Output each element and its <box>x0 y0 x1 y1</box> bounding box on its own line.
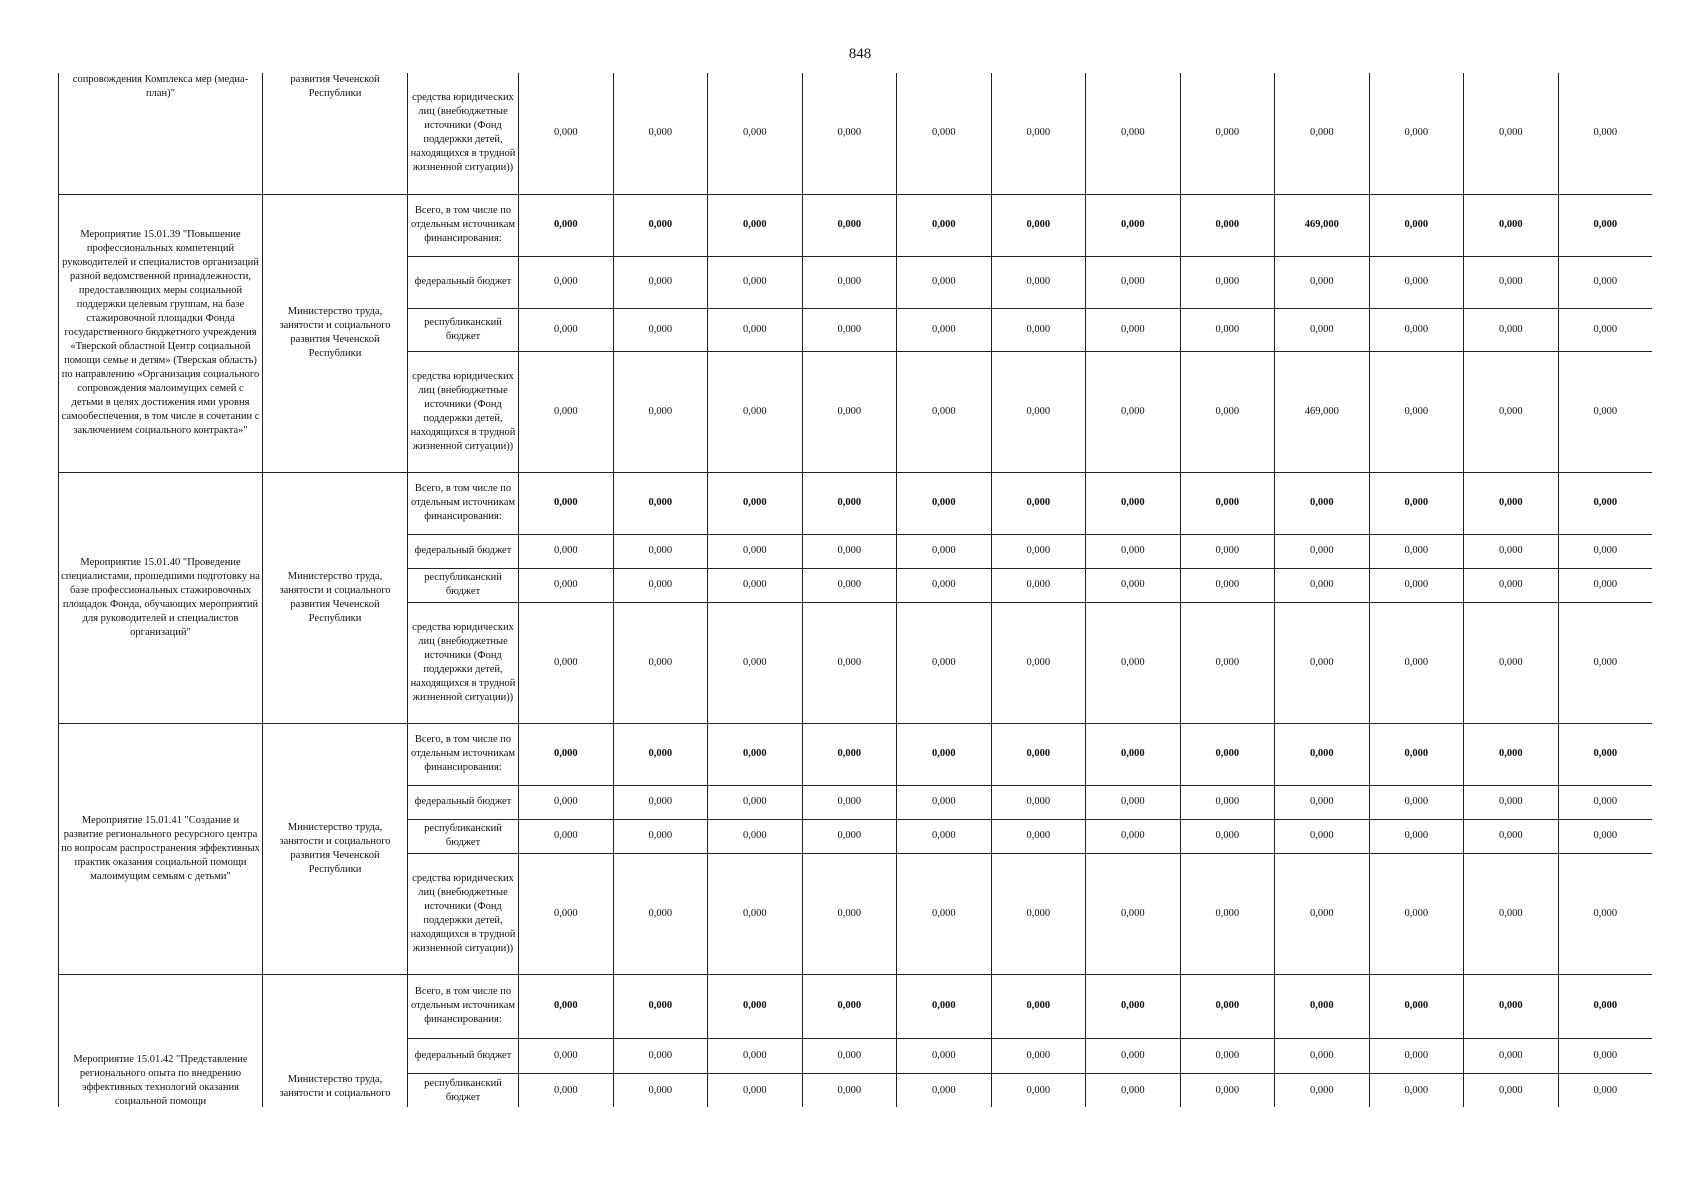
value-cell: 0,000 <box>1558 256 1652 308</box>
value-cell: 0,000 <box>991 853 1086 974</box>
value-cell: 0,000 <box>1086 308 1181 351</box>
value-cell: 0,000 <box>1464 723 1559 785</box>
funding-source-cell: федеральный бюджет <box>408 256 519 308</box>
value-cell: 0,000 <box>1180 1038 1275 1073</box>
value-cell: 0,000 <box>613 534 708 568</box>
value-cell: 0,000 <box>991 1038 1086 1073</box>
value-cell: 0,000 <box>1086 723 1181 785</box>
value-cell: 0,000 <box>1086 819 1181 853</box>
funding-source-cell: федеральный бюджет <box>408 785 519 819</box>
funding-source-cell: средства юридических лиц (внебюджетные источники (Фонд поддержки детей, находящихся в трудной жизненной ситуации)) <box>408 853 519 974</box>
value-cell: 0,000 <box>991 819 1086 853</box>
value-cell: 0,000 <box>897 472 992 534</box>
value-cell: 0,000 <box>1086 785 1181 819</box>
value-cell: 0,000 <box>1558 1074 1652 1107</box>
value-cell: 0,000 <box>1369 568 1464 602</box>
value-cell: 0,000 <box>1275 73 1370 194</box>
value-cell: 0,000 <box>802 723 897 785</box>
value-cell: 0,000 <box>519 534 614 568</box>
value-cell: 0,000 <box>708 974 803 1038</box>
funding-source-cell: республиканский бюджет <box>408 819 519 853</box>
value-cell: 0,000 <box>613 256 708 308</box>
value-cell: 0,000 <box>1086 1038 1181 1073</box>
value-cell: 0,000 <box>613 785 708 819</box>
value-cell: 0,000 <box>708 256 803 308</box>
value-cell: 0,000 <box>1558 351 1652 472</box>
value-cell: 0,000 <box>897 534 992 568</box>
value-cell: 0,000 <box>991 723 1086 785</box>
value-cell: 0,000 <box>1086 351 1181 472</box>
value-cell: 0,000 <box>519 1074 614 1107</box>
value-cell: 0,000 <box>1369 308 1464 351</box>
table-row <box>59 73 1653 194</box>
value-cell: 0,000 <box>1180 73 1275 194</box>
value-cell: 0,000 <box>1180 785 1275 819</box>
value-cell: 0,000 <box>897 974 992 1038</box>
value-cell: 0,000 <box>802 534 897 568</box>
value-cell: 0,000 <box>1086 602 1181 723</box>
table-row <box>59 194 1653 256</box>
value-cell: 0,000 <box>897 256 992 308</box>
value-cell: 0,000 <box>897 1038 992 1073</box>
value-cell: 0,000 <box>991 785 1086 819</box>
value-cell: 0,000 <box>708 194 803 256</box>
value-cell: 0,000 <box>1369 256 1464 308</box>
value-cell: 0,000 <box>708 73 803 194</box>
measure-description: Мероприятие 15.01.40 "Проведение специалистами, прошедшими подготовку на базе профессиональных стажировочных площадок Фонда, обучающих мероприятий для руководителей и специалистов организаций" <box>59 472 263 723</box>
value-cell: 0,000 <box>1369 1074 1464 1107</box>
measure-description: сопровождения Комплекса мер (медиа-план)" <box>59 73 263 194</box>
value-cell: 0,000 <box>1180 819 1275 853</box>
value-cell: 0,000 <box>519 853 614 974</box>
funding-source-cell: республиканский бюджет <box>408 1074 519 1107</box>
value-cell: 0,000 <box>991 534 1086 568</box>
value-cell: 0,000 <box>897 819 992 853</box>
value-cell: 0,000 <box>519 73 614 194</box>
funding-source-cell: средства юридических лиц (внебюджетные источники (Фонд поддержки детей, находящихся в трудной жизненной ситуации)) <box>408 73 519 194</box>
measure-description: Мероприятие 15.01.42 "Представление регионального опыта по внедрению эффективных технологий оказания социальной помощи <box>59 974 263 1107</box>
value-cell: 0,000 <box>1464 308 1559 351</box>
budget-table-container <box>58 73 1652 1107</box>
value-cell: 0,000 <box>1180 568 1275 602</box>
value-cell: 0,000 <box>519 351 614 472</box>
value-cell: 0,000 <box>613 351 708 472</box>
value-cell: 0,000 <box>613 472 708 534</box>
value-cell: 0,000 <box>1464 568 1559 602</box>
value-cell: 0,000 <box>1558 853 1652 974</box>
value-cell: 0,000 <box>1180 602 1275 723</box>
value-cell: 0,000 <box>1369 351 1464 472</box>
value-cell: 0,000 <box>1464 73 1559 194</box>
value-cell: 0,000 <box>1464 853 1559 974</box>
value-cell: 0,000 <box>708 819 803 853</box>
value-cell: 0,000 <box>1464 472 1559 534</box>
value-cell: 0,000 <box>802 785 897 819</box>
value-cell: 0,000 <box>613 1074 708 1107</box>
value-cell: 0,000 <box>1180 472 1275 534</box>
value-cell: 0,000 <box>1180 308 1275 351</box>
value-cell: 0,000 <box>1275 308 1370 351</box>
value-cell: 0,000 <box>1558 308 1652 351</box>
value-cell: 0,000 <box>897 602 992 723</box>
value-cell: 0,000 <box>519 472 614 534</box>
value-cell: 0,000 <box>991 602 1086 723</box>
value-cell: 0,000 <box>897 785 992 819</box>
value-cell: 0,000 <box>1369 602 1464 723</box>
value-cell: 0,000 <box>802 256 897 308</box>
value-cell: 0,000 <box>1086 73 1181 194</box>
value-cell: 0,000 <box>1086 974 1181 1038</box>
value-cell: 0,000 <box>1275 723 1370 785</box>
value-cell: 0,000 <box>1086 853 1181 974</box>
value-cell: 0,000 <box>1464 602 1559 723</box>
value-cell: 0,000 <box>1369 1038 1464 1073</box>
value-cell: 0,000 <box>708 723 803 785</box>
value-cell: 0,000 <box>613 1038 708 1073</box>
value-cell: 0,000 <box>519 1038 614 1073</box>
value-cell: 0,000 <box>1369 723 1464 785</box>
value-cell: 0,000 <box>613 194 708 256</box>
value-cell: 0,000 <box>1558 819 1652 853</box>
value-cell: 0,000 <box>1086 194 1181 256</box>
funding-source-cell: Всего, в том числе по отдельным источникам финансирования: <box>408 723 519 785</box>
value-cell: 0,000 <box>991 1074 1086 1107</box>
value-cell: 0,000 <box>1275 534 1370 568</box>
value-cell: 0,000 <box>613 602 708 723</box>
value-cell: 0,000 <box>1275 819 1370 853</box>
value-cell: 0,000 <box>897 351 992 472</box>
value-cell: 0,000 <box>1180 351 1275 472</box>
value-cell: 0,000 <box>991 974 1086 1038</box>
funding-source-cell: федеральный бюджет <box>408 1038 519 1073</box>
value-cell: 0,000 <box>708 1038 803 1073</box>
value-cell: 0,000 <box>1558 974 1652 1038</box>
value-cell: 0,000 <box>897 723 992 785</box>
funding-source-cell: Всего, в том числе по отдельным источникам финансирования: <box>408 974 519 1038</box>
value-cell: 0,000 <box>1558 785 1652 819</box>
measure-description: Мероприятие 15.01.39 "Повышение профессиональных компетенций руководителей и специалистов организаций разной ведомственной принадлежности, предоставляющих меры социальной поддержки целевым группам, на базе стажировочной площадки Фонда государственного бюджетного учреждения «Тверской областной Центр социальной помощи семье и детям» (Тверская область) по направлению «Организация социального сопровождения малоимущих семей с детьми в целях достижения ими уровня самообеспечения, в том числе в сочетании с заключением социального контракта»" <box>59 194 263 472</box>
executor-cell: Министерство труда, занятости и социального развития Чеченской Республики <box>263 723 408 974</box>
value-cell: 0,000 <box>802 308 897 351</box>
value-cell: 0,000 <box>519 974 614 1038</box>
value-cell: 0,000 <box>802 853 897 974</box>
value-cell: 0,000 <box>802 1038 897 1073</box>
value-cell: 0,000 <box>991 194 1086 256</box>
budget-table-body <box>59 73 1653 1107</box>
value-cell: 0,000 <box>1369 472 1464 534</box>
value-cell: 0,000 <box>1369 534 1464 568</box>
value-cell: 0,000 <box>708 472 803 534</box>
value-cell: 0,000 <box>708 308 803 351</box>
value-cell: 0,000 <box>1369 785 1464 819</box>
value-cell: 0,000 <box>1180 723 1275 785</box>
page-number: 848 <box>848 46 872 62</box>
value-cell: 0,000 <box>1558 73 1652 194</box>
value-cell: 0,000 <box>1180 853 1275 974</box>
value-cell: 0,000 <box>897 194 992 256</box>
value-cell: 0,000 <box>991 256 1086 308</box>
value-cell: 0,000 <box>802 1074 897 1107</box>
value-cell: 0,000 <box>1086 534 1181 568</box>
value-cell: 0,000 <box>1464 256 1559 308</box>
value-cell: 0,000 <box>802 819 897 853</box>
funding-source-cell: Всего, в том числе по отдельным источникам финансирования: <box>408 472 519 534</box>
value-cell: 0,000 <box>519 819 614 853</box>
value-cell: 0,000 <box>1275 472 1370 534</box>
value-cell: 0,000 <box>1464 819 1559 853</box>
table-row <box>59 723 1653 785</box>
value-cell: 0,000 <box>1558 534 1652 568</box>
value-cell: 0,000 <box>1275 256 1370 308</box>
value-cell: 0,000 <box>1558 602 1652 723</box>
value-cell: 0,000 <box>1558 723 1652 785</box>
value-cell: 0,000 <box>708 602 803 723</box>
value-cell: 0,000 <box>613 723 708 785</box>
value-cell: 0,000 <box>897 568 992 602</box>
funding-source-cell: федеральный бюджет <box>408 534 519 568</box>
funding-source-cell: Всего, в том числе по отдельным источникам финансирования: <box>408 194 519 256</box>
value-cell: 0,000 <box>1275 974 1370 1038</box>
value-cell: 0,000 <box>613 568 708 602</box>
value-cell: 0,000 <box>802 73 897 194</box>
value-cell: 0,000 <box>1558 194 1652 256</box>
value-cell: 0,000 <box>613 308 708 351</box>
value-cell: 0,000 <box>1180 256 1275 308</box>
value-cell: 0,000 <box>1558 472 1652 534</box>
value-cell: 0,000 <box>613 819 708 853</box>
funding-source-cell: средства юридических лиц (внебюджетные источники (Фонд поддержки детей, находящихся в трудной жизненной ситуации)) <box>408 602 519 723</box>
value-cell: 0,000 <box>708 1074 803 1107</box>
value-cell: 0,000 <box>613 73 708 194</box>
value-cell: 0,000 <box>897 1074 992 1107</box>
table-row <box>59 974 1653 1038</box>
value-cell: 0,000 <box>519 194 614 256</box>
value-cell: 0,000 <box>1558 1038 1652 1073</box>
value-cell: 0,000 <box>991 73 1086 194</box>
value-cell: 0,000 <box>1180 974 1275 1038</box>
value-cell: 0,000 <box>1275 785 1370 819</box>
value-cell: 0,000 <box>1180 534 1275 568</box>
value-cell: 0,000 <box>991 568 1086 602</box>
value-cell: 0,000 <box>708 534 803 568</box>
value-cell: 0,000 <box>708 853 803 974</box>
value-cell: 0,000 <box>1086 1074 1181 1107</box>
value-cell: 0,000 <box>1086 568 1181 602</box>
value-cell: 0,000 <box>1180 194 1275 256</box>
measure-description: Мероприятие 15.01.41 "Создание и развитие регионального ресурсного центра по вопросам распространения эффективных практик оказания социальной помощи малоимущим семьям с детьми" <box>59 723 263 974</box>
value-cell: 0,000 <box>708 351 803 472</box>
funding-source-cell: республиканский бюджет <box>408 308 519 351</box>
value-cell: 0,000 <box>1369 194 1464 256</box>
value-cell: 0,000 <box>991 472 1086 534</box>
value-cell: 0,000 <box>1369 853 1464 974</box>
executor-cell: развития Чеченской Республики <box>263 73 408 194</box>
value-cell: 0,000 <box>1275 1038 1370 1073</box>
value-cell: 0,000 <box>897 853 992 974</box>
value-cell: 0,000 <box>1464 1038 1559 1073</box>
value-cell: 0,000 <box>519 602 614 723</box>
value-cell: 0,000 <box>1086 256 1181 308</box>
value-cell: 0,000 <box>1369 974 1464 1038</box>
value-cell: 0,000 <box>802 194 897 256</box>
value-cell: 0,000 <box>1464 194 1559 256</box>
value-cell: 0,000 <box>991 308 1086 351</box>
value-cell: 0,000 <box>1464 534 1559 568</box>
value-cell: 0,000 <box>613 853 708 974</box>
value-cell: 0,000 <box>1275 602 1370 723</box>
value-cell: 0,000 <box>613 974 708 1038</box>
value-cell: 0,000 <box>802 602 897 723</box>
value-cell: 0,000 <box>1369 73 1464 194</box>
value-cell: 0,000 <box>519 308 614 351</box>
value-cell: 0,000 <box>1464 1074 1559 1107</box>
value-cell: 0,000 <box>1275 853 1370 974</box>
value-cell: 0,000 <box>708 785 803 819</box>
value-cell: 0,000 <box>802 472 897 534</box>
value-cell: 0,000 <box>708 568 803 602</box>
executor-cell: Министерство труда, занятости и социального развития Чеченской Республики <box>263 194 408 472</box>
value-cell: 0,000 <box>519 256 614 308</box>
value-cell: 0,000 <box>897 73 992 194</box>
funding-source-cell: средства юридических лиц (внебюджетные источники (Фонд поддержки детей, находящихся в трудной жизненной ситуации)) <box>408 351 519 472</box>
value-cell: 0,000 <box>1558 568 1652 602</box>
value-cell: 0,000 <box>519 723 614 785</box>
value-cell: 0,000 <box>1275 568 1370 602</box>
funding-source-cell: республиканский бюджет <box>408 568 519 602</box>
value-cell: 0,000 <box>519 568 614 602</box>
value-cell: 469,000 <box>1275 194 1370 256</box>
budget-table <box>58 73 1652 1107</box>
value-cell: 0,000 <box>1275 1074 1370 1107</box>
executor-cell: Министерство труда, занятости и социального развития Чеченской Республики <box>263 472 408 723</box>
value-cell: 0,000 <box>1464 785 1559 819</box>
executor-cell: Министерство труда, занятости и социального <box>263 974 408 1107</box>
value-cell: 0,000 <box>1180 1074 1275 1107</box>
value-cell: 0,000 <box>802 568 897 602</box>
value-cell: 469,000 <box>1275 351 1370 472</box>
value-cell: 0,000 <box>802 974 897 1038</box>
value-cell: 0,000 <box>1464 974 1559 1038</box>
value-cell: 0,000 <box>519 785 614 819</box>
table-row <box>59 472 1653 534</box>
value-cell: 0,000 <box>1464 351 1559 472</box>
value-cell: 0,000 <box>991 351 1086 472</box>
value-cell: 0,000 <box>1369 819 1464 853</box>
value-cell: 0,000 <box>802 351 897 472</box>
value-cell: 0,000 <box>1086 472 1181 534</box>
value-cell: 0,000 <box>897 308 992 351</box>
